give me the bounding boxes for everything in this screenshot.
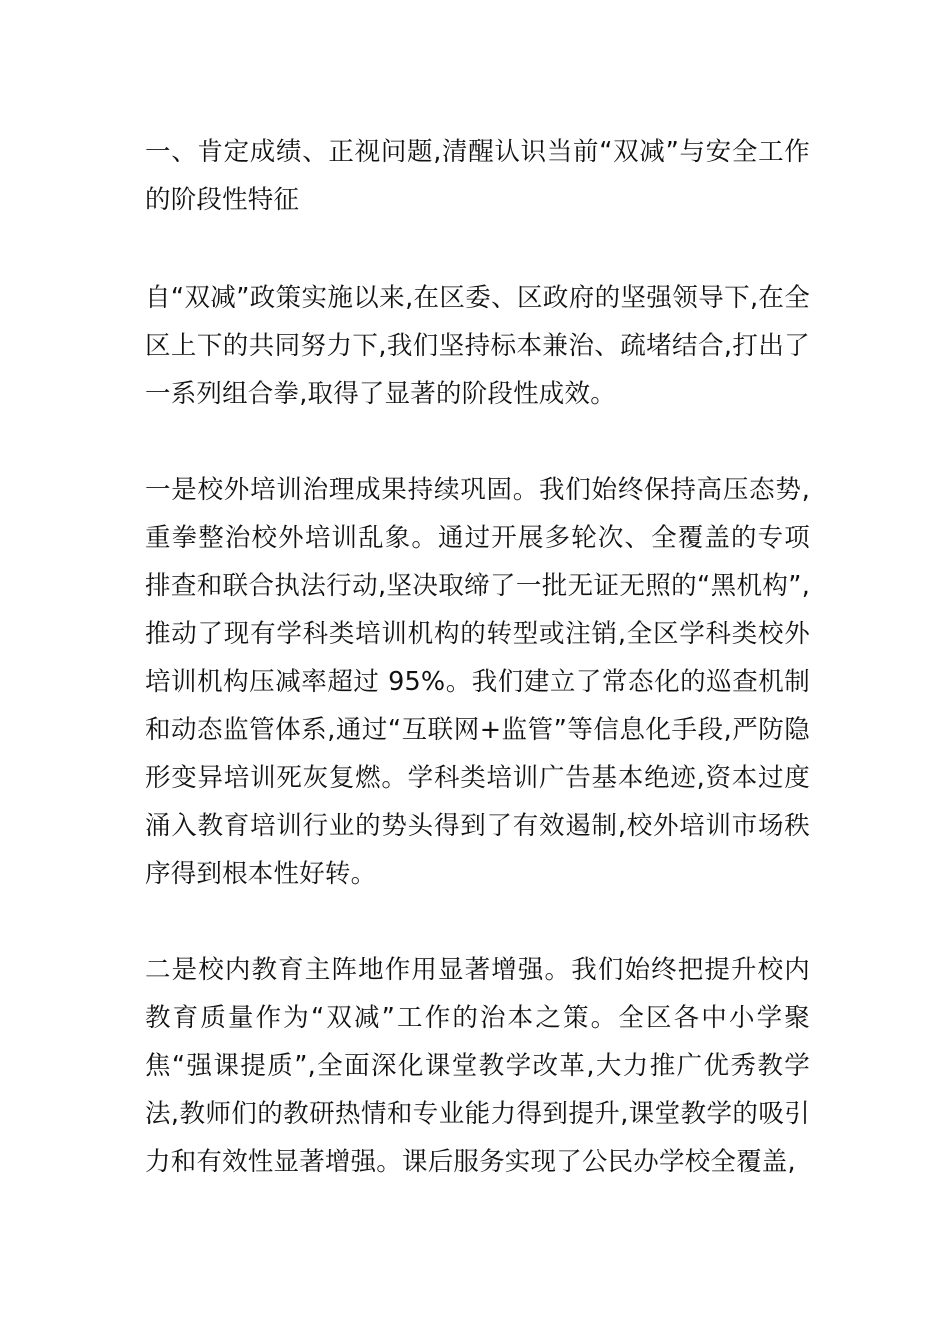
paragraph-intro: 自“双减”政策实施以来,在区委、区政府的坚强领导下,在全区上下的共同努力下,我们坚持标本兼治、疏堵结合,打出了一系列组合拳,取得了显著的阶段性成效。 — [145, 283, 810, 409]
paragraph-oncampus-education: 二是校内教育主阵地作用显著增强。我们始终把提升校内教育质量作为“双减”工作的治本之策。全区各中小学聚焦“强课提质”,全面深化课堂教学改革,大力推广优秀教学法,教师们的教研热情和专业能力得到提升,课堂教学的吸引力和有效性显著增强。课后服务实现了公民办学校全覆盖, — [145, 955, 810, 1177]
document-body — [145, 128, 810, 1234]
section-heading: 一、肯定成绩、正视问题,清醒认识当前“双减”与安全工作的阶段性特征 — [145, 137, 810, 215]
paragraph-offcampus-training: 一是校外培训治理成果持续巩固。我们始终保持高压态势,重拳整治校外培训乱象。通过开展多轮次、全覆盖的专项排查和联合执法行动,坚决取缔了一批无证无照的“黑机构”,推动了现有学科类培训机构的转型或注销,全区学科类校外培训机构压减率超过 95%。我们建立了常态化的巡查机制和动态监管体系,通过“互联网+监管”等信息化手段,严防隐形变异培训死灰复燃。学科类培训广告基本绝迹,资本过度涌入教育培训行业的势头得到了有效遏制,校外培训市场秩序得到根本性好转。 — [145, 475, 810, 889]
